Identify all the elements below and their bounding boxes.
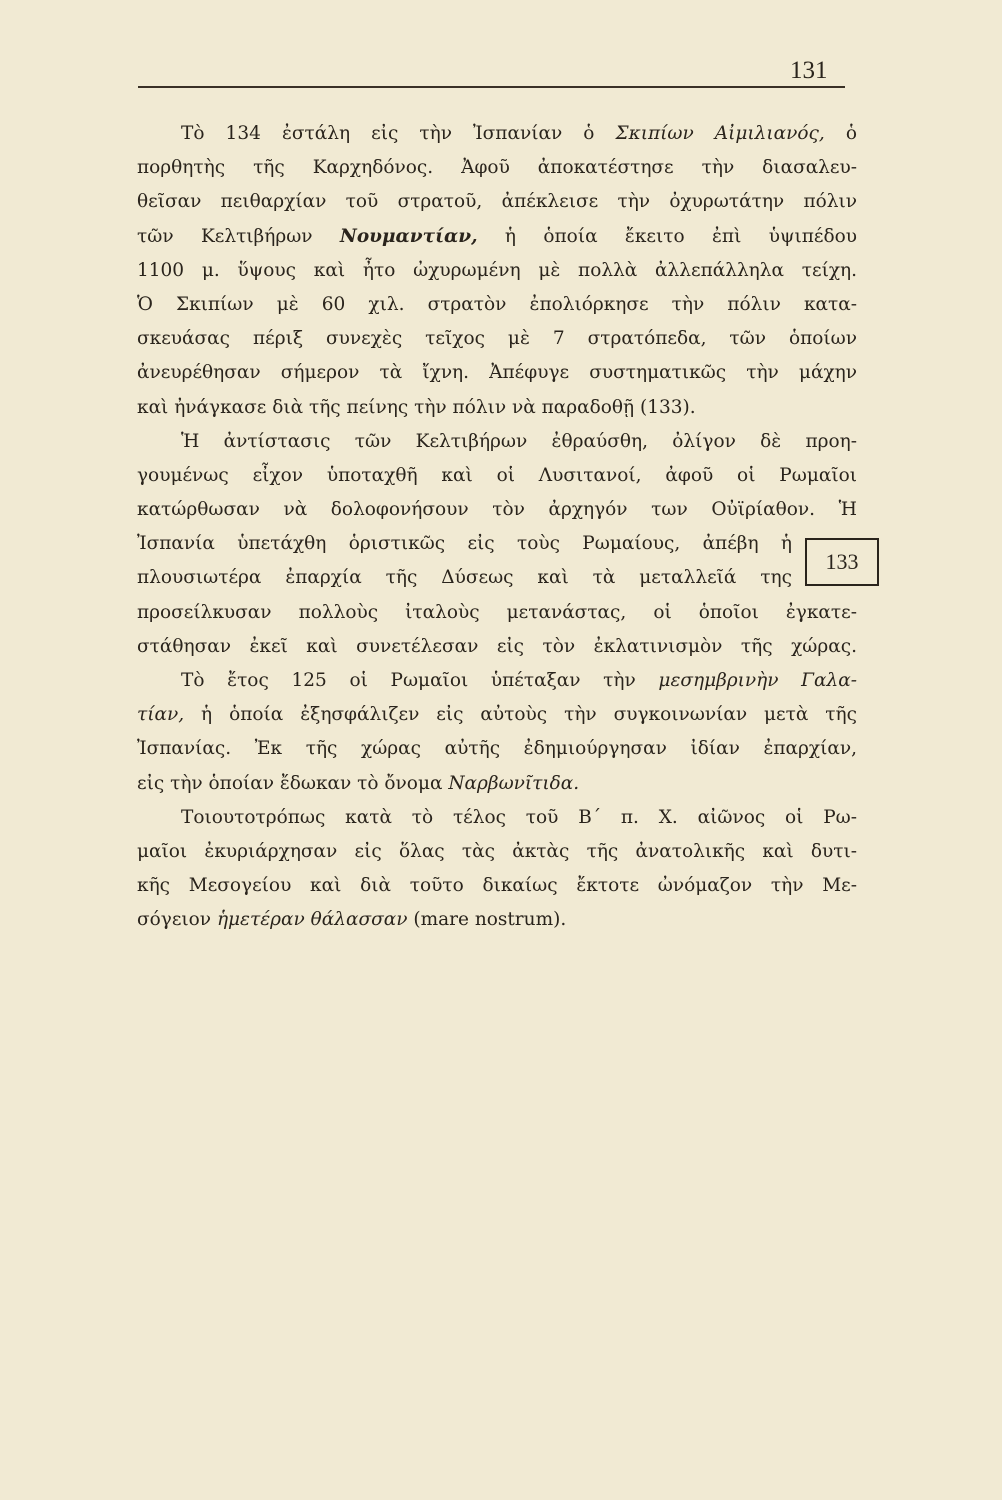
text-line: μαῖοι ἐκυριάρχησαν εἰς ὅλας τὰς ἀκτὰς τῆς ἀνατολικῆς καὶ δυτι- bbox=[137, 840, 857, 862]
text-line: τῶν Κελτιβήρων Νουμαντίαν, ἡ ὁποία ἔκειτο ἐπὶ ὑψιπέδου bbox=[137, 225, 857, 247]
marginal-note-number: 133 bbox=[805, 538, 879, 586]
text-line: Τὸ ἔτος 125 οἱ Ρωμαῖοι ὑπέταξαν τὴν μεσημβρινὴν Γαλα- bbox=[181, 670, 857, 691]
page-number: 131 bbox=[790, 57, 828, 84]
body-text bbox=[137, 117, 857, 938]
text-line: σόγειον ἡμετέραν θάλασσαν (mare nostrum). bbox=[137, 909, 567, 931]
text-line: κῆς Μεσογείου καὶ διὰ τοῦτο δικαίως ἔκτοτε ὠνόμαζον τὴν Με- bbox=[137, 875, 857, 897]
text-line: καὶ ἠνάγκασε διὰ τῆς πείνης τὴν πόλιν νὰ παραδοθῇ (133). bbox=[137, 396, 696, 418]
text-line: εἰς τὴν ὁποίαν ἔδωκαν τὸ ὄνομα Ναρβωνῖτιδα. bbox=[137, 772, 580, 794]
text-line: κατώρθωσαν νὰ δολοφονήσουν τὸν ἀρχηγόν των Οὐϊρίαθον. Ἡ bbox=[137, 499, 857, 521]
text-line: Τοιουτοτρόπως κατὰ τὸ τέλος τοῦ Β΄ π. Χ. αἰῶνος οἱ Ρω- bbox=[181, 806, 857, 828]
text-line: γουμένως εἶχον ὑποταχθῆ καὶ οἱ Λυσιτανοί, ἀφοῦ οἱ Ρωμαῖοι bbox=[137, 464, 857, 486]
text-line: τίαν, ἡ ὁποία ἐξησφάλιζεν εἰς αὐτοὺς τὴν συγκοινωνίαν μετὰ τῆς bbox=[137, 704, 857, 726]
text-line: Ἡ ἀντίστασις τῶν Κελτιβήρων ἐθραύσθη, ὀλίγον δὲ προη- bbox=[181, 430, 857, 452]
text-line: σκευάσας πέριξ συνεχὲς τεῖχος μὲ 7 στρατόπεδα, τῶν ὁποίων bbox=[137, 328, 857, 350]
text-line: θεῖσαν πειθαρχίαν τοῦ στρατοῦ, ἀπέκλεισε τὴν ὀχυρωτάτην πόλιν bbox=[137, 191, 857, 213]
text-line: ἀνευρέθησαν σήμερον τὰ ἴχνη. Ἀπέφυγε συστηματικῶς τὴν μάχην bbox=[137, 362, 857, 384]
text-line: στάθησαν ἐκεῖ καὶ συνετέλεσαν εἰς τὸν ἐκλατινισμὸν τῆς χώρας. bbox=[137, 635, 857, 657]
text-line: Ἰσπανίας. Ἐκ τῆς χώρας αὐτῆς ἐδημιούργησαν ἰδίαν ἐπαρχίαν, bbox=[137, 738, 857, 760]
text-line: πλουσιωτέρα ἐπαρχία τῆς Δύσεως καὶ τὰ μεταλλεῖά της bbox=[137, 567, 792, 589]
header-rule bbox=[138, 86, 845, 88]
text-line: Τὸ 134 ἐστάλη εἰς τὴν Ἰσπανίαν ὁ Σκιπίων Αἰμιλιανός, ὁ bbox=[181, 123, 857, 144]
text-line: 1100 μ. ὕψους καὶ ἦτο ὠχυρωμένη μὲ πολλὰ ἀλλεπάλληλα τείχη. bbox=[137, 259, 857, 281]
text-line: προσείλκυσαν πολλοὺς ἰταλοὺς μετανάστας, οἱ ὁποῖοι ἐγκατε- bbox=[137, 601, 857, 623]
text-line: Ἰσπανία ὑπετάχθη ὁριστικῶς εἰς τοὺς Ρωμαίους, ἀπέβη ἡ bbox=[137, 533, 792, 555]
text-line: πορθητὴς τῆς Καρχηδόνος. Ἀφοῦ ἀποκατέστησε τὴν διασαλευ- bbox=[137, 157, 857, 179]
text-line: Ὁ Σκιπίων μὲ 60 χιλ. στρατὸν ἐπολιόρκησε τὴν πόλιν κατα- bbox=[137, 293, 857, 315]
